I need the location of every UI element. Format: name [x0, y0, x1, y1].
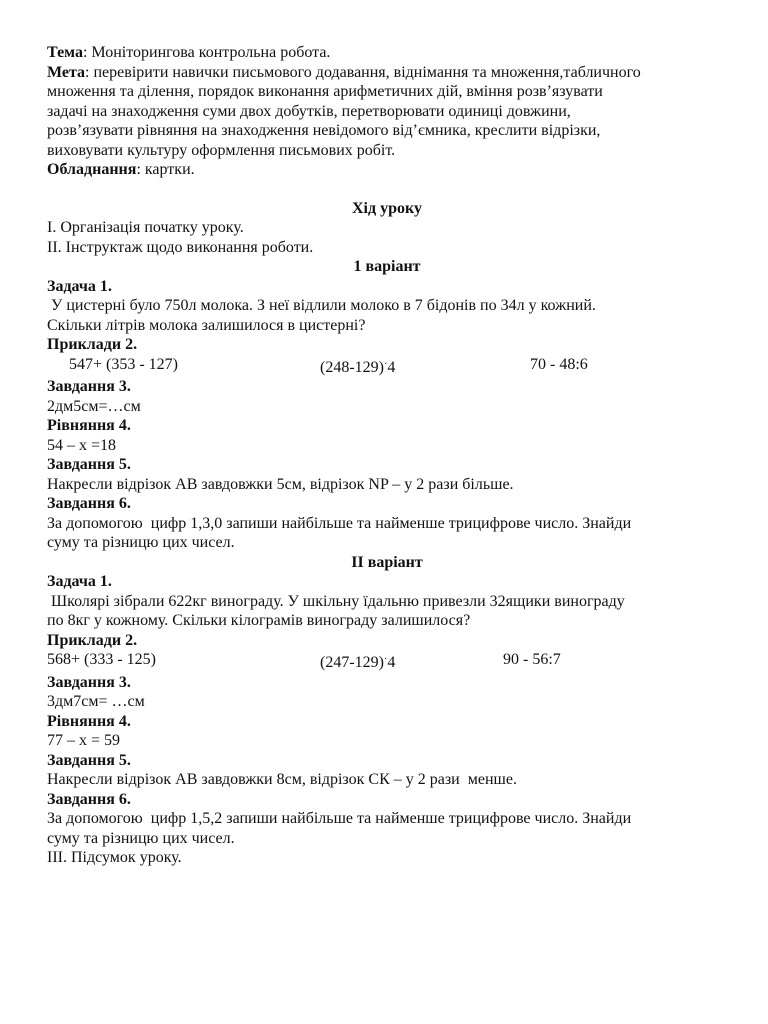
v2-task6-line-2: суму та різницю цих чисел. [47, 829, 235, 847]
v1-example-2-tail: 4 [387, 358, 396, 376]
v2-task2-label-text: Приклади 2. [47, 631, 138, 649]
v1-task5-text: Накресли відрізок АВ завдовжки 5см, відрізок NP – у 2 рази більше. [47, 475, 514, 493]
v2-task4-label [47, 712, 727, 732]
variant2-title-text: ІІ варіант [351, 553, 423, 571]
v2-example-2 [320, 650, 503, 673]
v1-task6-line-1: За допомогою цифр 1,3,0 запиши найбільше та найменше трицифрове число. Знайди [47, 514, 632, 532]
v1-example-2 [320, 355, 530, 378]
variant1-title-text: 1 варіант [353, 258, 421, 275]
tema-line [47, 43, 727, 63]
v1-task4-text: 54 – х =18 [47, 436, 117, 454]
meta-line-3: задачі на знаходження суми двох добутків, перетворювати одиниці довжини, [47, 102, 571, 120]
v2-example-2-dot: · [383, 654, 388, 665]
meta-label: Мета [47, 63, 86, 81]
meta-line-2: множення та ділення, порядок виконання арифметичних дій, вміння розв’язувати [47, 83, 603, 100]
spacer [47, 180, 727, 199]
v2-task4-text: 77 – х = 59 [47, 732, 121, 749]
meta-line-5: виховувати культуру оформлення письмових робіт. [47, 141, 396, 159]
lesson-title-text: Хід уроку [352, 199, 422, 217]
lesson-title [47, 199, 727, 219]
document-body [47, 43, 727, 868]
v2-task1-line-1: Школярі зібрали 622кг винограду. У шкільну їдальню привезли 32ящики винограду [47, 592, 625, 610]
v2-task6-line-1: За допомогою цифр 1,5,2 запиши найбільше та найменше трицифрове число. Знайди [47, 810, 632, 827]
v2-task6-label [47, 790, 727, 810]
v2-task6-label-text: Завдання 6. [47, 790, 131, 808]
v1-example-1: 547+ (353 - 127) [69, 355, 179, 373]
v2-example-2-tail: 4 [387, 654, 396, 671]
lesson-step-1: I. Організація початку уроку. [47, 219, 244, 236]
v1-example-3: 70 - 48:6 [530, 355, 588, 373]
v2-task3-text: 3дм7см= …см [47, 693, 145, 710]
v1-task1-label-text: Задача 1. [47, 277, 112, 295]
meta-line-1 [47, 63, 727, 83]
equipment-line [47, 160, 727, 180]
variant2-title [47, 553, 727, 573]
v2-example-2-expr: (247-129) [320, 654, 384, 671]
v1-task2-label [47, 335, 727, 355]
tema-label: Тема [47, 44, 83, 61]
meta-text-1: : перевірити навички письмового додавання, віднімання та множення,табличного [85, 63, 641, 81]
v2-example-3: 90 - 56:7 [503, 651, 561, 668]
v1-task1-line-1: У цистерні було 750л молока. З неї відлили молоко в 7 бідонів по 34л у кожний. [47, 297, 596, 314]
variant1-title [47, 257, 727, 277]
v2-examples-row [47, 650, 727, 673]
meta-line-4: розв’язувати рівняння на знаходження невідомого від’ємника, креслити відрізки, [47, 122, 601, 139]
equipment-text: : картки. [136, 161, 195, 178]
equipment-label: Обладнання [47, 161, 137, 178]
v2-task5-text: Накресли відрізок АВ завдовжки 8см, відрізок СК – у 2 рази менше. [47, 771, 517, 788]
v2-task1-label-text: Задача 1. [47, 573, 112, 590]
v2-task3-label [47, 673, 727, 693]
v2-task1-label [47, 572, 727, 592]
v1-examples-row [47, 355, 727, 378]
v2-task2-label [47, 631, 727, 651]
v1-task5-label [47, 455, 727, 475]
v1-task4-label [47, 416, 727, 436]
v1-task3-label [47, 377, 727, 397]
v2-task3-label-text: Завдання 3. [47, 673, 131, 691]
v1-task3-label-text: Завдання 3. [47, 378, 131, 395]
v2-task5-label [47, 751, 727, 771]
v1-task3-text: 2дм5см=…см [47, 397, 141, 415]
v1-task1-line-2: Скільки літрів молока залишилося в цистерні? [47, 316, 366, 334]
v1-task1-label [47, 277, 727, 297]
v1-task4-label-text: Рівняння 4. [47, 417, 131, 434]
tema-text: : Моніторингова контрольна робота. [82, 44, 331, 61]
v2-task4-label-text: Рівняння 4. [47, 712, 131, 730]
v1-task2-label-text: Приклади 2. [47, 336, 138, 353]
lesson-step-3: III. Підсумок уроку. [47, 849, 182, 866]
v2-task5-label-text: Завдання 5. [47, 751, 131, 769]
v1-task5-label-text: Завдання 5. [47, 456, 131, 473]
v1-task6-line-2: суму та різницю цих чисел. [47, 534, 235, 551]
v1-example-2-dot: · [383, 358, 388, 370]
v1-task6-label [47, 494, 727, 514]
v2-task1-line-2: по 8кг у кожному. Скільки кілограмів винограду залишилося? [47, 612, 471, 629]
v1-example-2-expr: (248-129) [320, 358, 384, 376]
v1-task6-label-text: Завдання 6. [47, 495, 131, 512]
v2-example-1: 568+ (333 - 125) [47, 651, 157, 668]
lesson-step-2: II. Інструктаж щодо виконання роботи. [47, 238, 314, 256]
